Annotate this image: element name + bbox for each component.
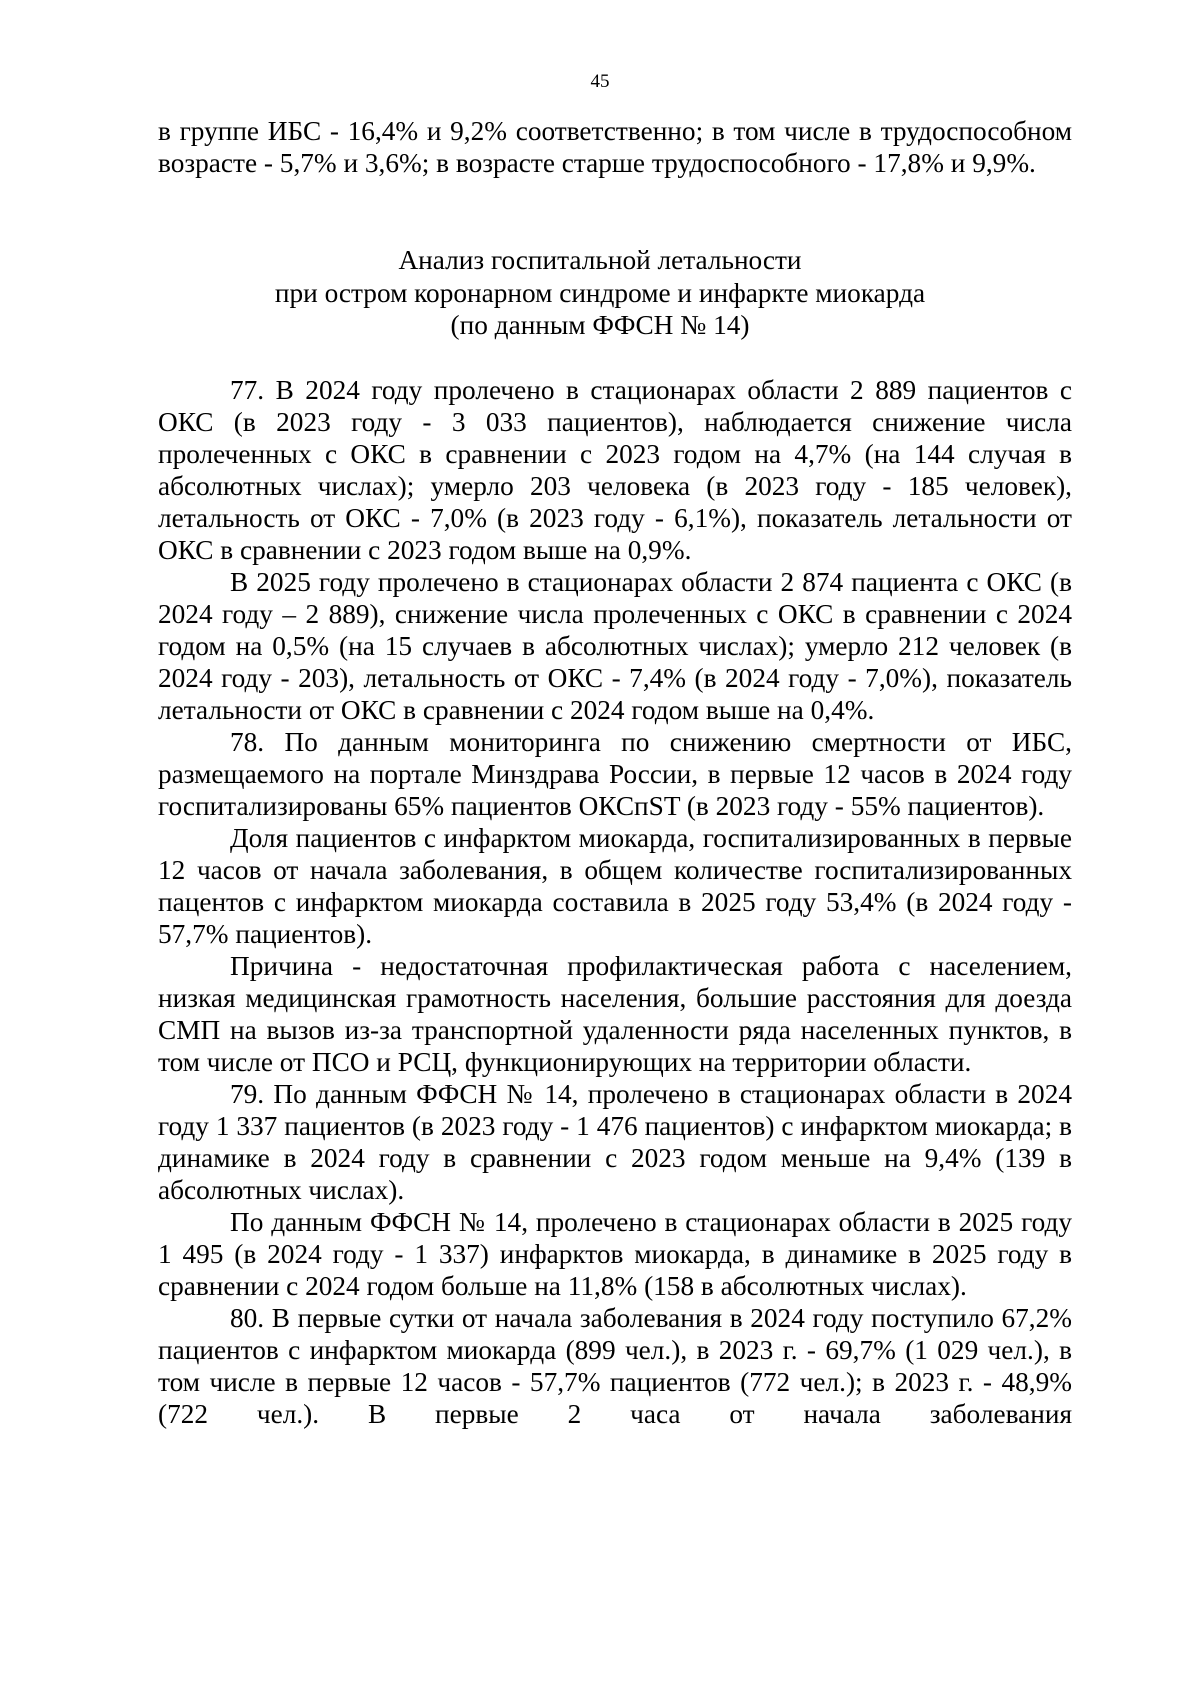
paragraph-78: 78. По данным мониторинга по снижению смертности от ИБС, размещаемого на портале Минздрава России, в первые 12 часов в 2024 году госпитализированы 65% пациентов ОКСпST (в 2023 году - 55% пациентов).: [158, 727, 1072, 821]
body-text: [158, 374, 1072, 1430]
paragraph-mi-share: Доля пациентов с инфарктом миокарда, госпитализированных в первые 12 часов от начала заболевания, в общем количестве госпитализированных пацентов с инфарктом миокарда составила в 2025 году 53,4% (в 2024 году - 57,7% пациентов).: [158, 823, 1072, 949]
intro-block: [158, 115, 1072, 179]
paragraph-reason: Причина - недостаточная профилактическая работа с населением, низкая медицинская грамотность населения, большие расстояния для доезда СМП на вызов из-за транспортной удаленности ряда населенных пунктов, в том числе от ПСО и РСЦ, функционирующих на территории области.: [158, 951, 1072, 1077]
paragraph-2025-oks: В 2025 году пролечено в стационарах области 2 874 пациента с ОКС (в 2024 году – 2 889), снижение числа пролеченных с ОКС в сравнении с 2024 годом на 0,5% (на 15 случаев в абсолютных числах); умерло 212 человек (в 2024 году - 203), летальность от ОКС - 7,4% (в 2024 году - 7,0%), показатель летальности от ОКС в сравнении с 2024 годом выше на 0,4%.: [158, 567, 1072, 725]
paragraph-77: 77. В 2024 году пролечено в стационарах области 2 889 пациентов с ОКС (в 2023 году - 3 033 пациентов), наблюдается снижение числа пролеченных с ОКС в сравнении с 2023 годом на 4,7% (на 144 случая в абсолютных числах); умерло 203 человека (в 2023 году - 185 человек), летальность от ОКС - 7,0% (в 2023 году - 6,1%), показатель летальности от ОКС в сравнении с 2023 годом выше на 0,9%.: [158, 375, 1072, 565]
section-heading: [0, 244, 1200, 342]
heading-line-3: (по данным ФФСН № 14): [450, 310, 750, 340]
heading-line-1: Анализ госпитальной летальности: [398, 245, 802, 275]
heading-line-2: при остром коронарном синдроме и инфаркте миокарда: [274, 277, 926, 308]
paragraph-2025-mi: По данным ФФСН № 14, пролечено в стационарах области в 2025 году 1 495 (в 2024 году - 1 337) инфарктов миокарда, в динамике в 2025 году в сравнении с 2024 годом больше на 11,8% (158 в абсолютных числах).: [158, 1207, 1072, 1301]
paragraph-80: 80. В первые сутки от начала заболевания в 2024 году поступило 67,2% пациентов с инфарктом миокарда (899 чел.), в 2023 г. - 69,7% (1 029 чел.), в том числе в первые 12 часов - 57,7% пациентов (772 чел.); в 2023 г. - 48,9% (722 чел.). В первые 2 часа от начала заболевания: [158, 1303, 1072, 1429]
paragraph-79: 79. По данным ФФСН № 14, пролечено в стационарах области в 2024 году 1 337 пациентов (в 2023 году - 1 476 пациентов) с инфарктом миокарда; в динамике в 2024 году в сравнении с 2023 годом меньше на 9,4% (139 в абсолютных числах).: [158, 1079, 1072, 1205]
intro-paragraph: в группе ИБС - 16,4% и 9,2% соответственно; в том числе в трудоспособном возрасте - 5,7% и 3,6%; в возрасте старше трудоспособного - 17,8% и 9,9%.: [158, 116, 1072, 178]
page-number: 45: [590, 71, 610, 92]
